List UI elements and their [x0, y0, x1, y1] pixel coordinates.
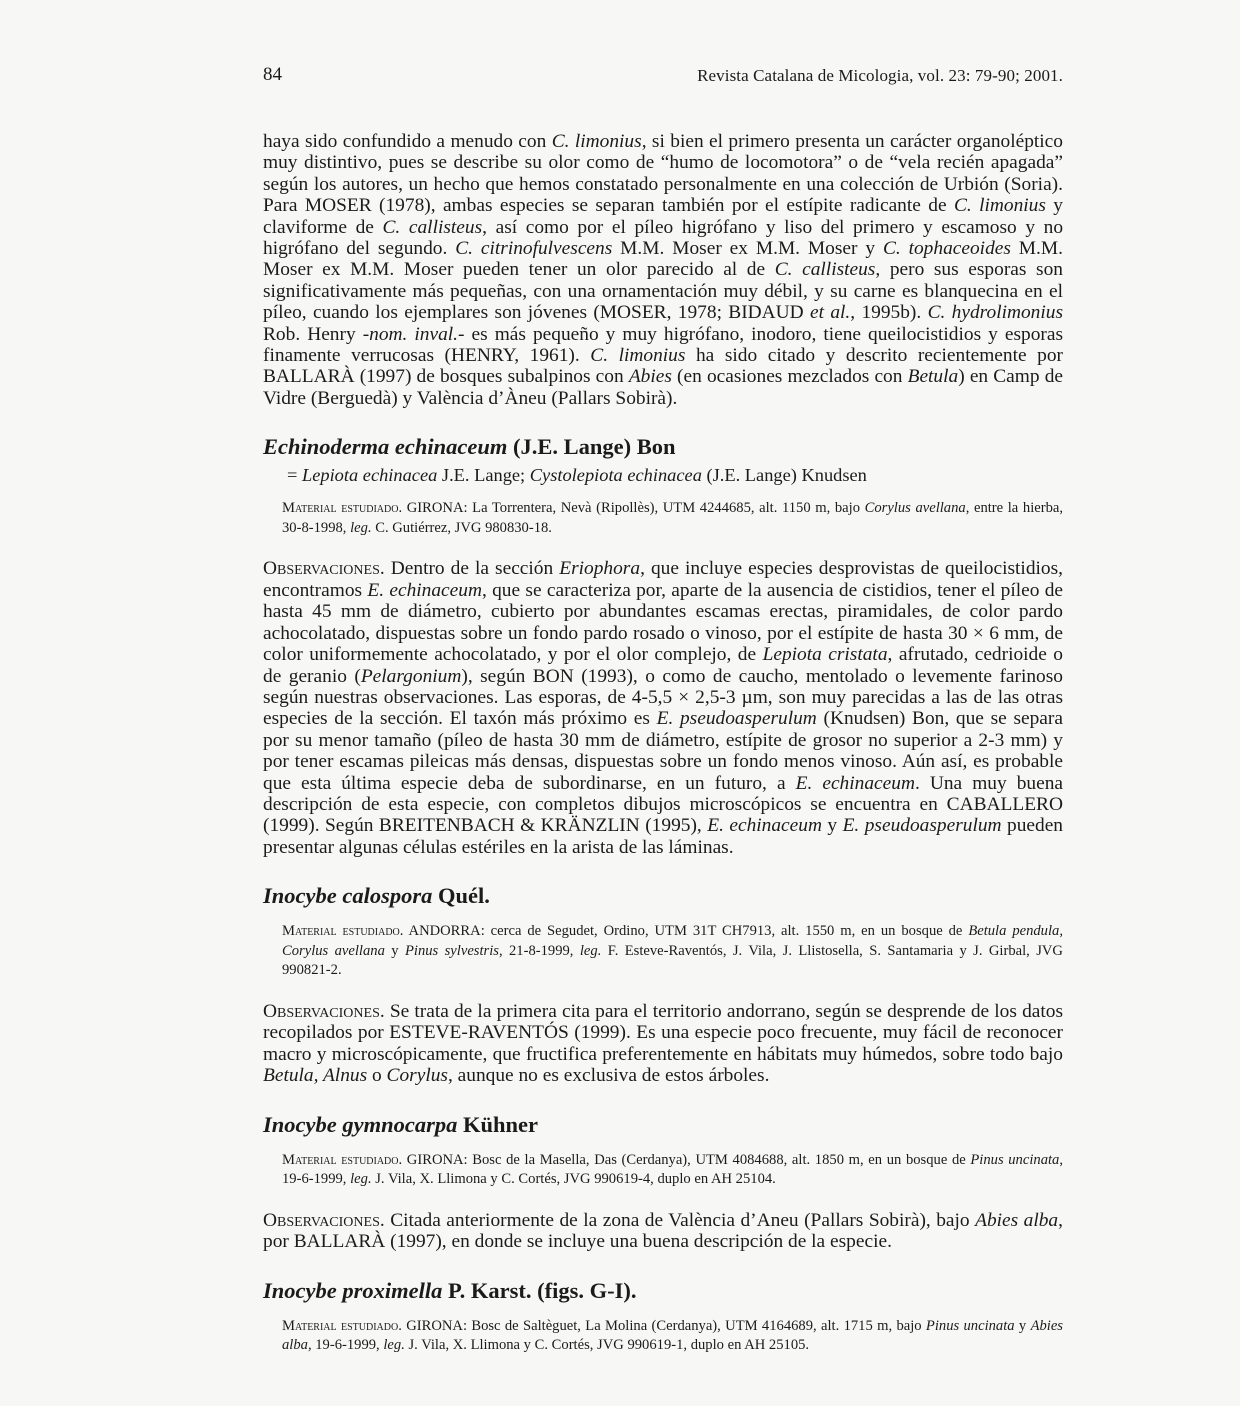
observations-echinoderma: Observaciones. Dentro de la sección Eriophora, que incluye especies desprovistas de queilocistidios, encontramos E. echinaceum, que se caracteriza por, aparte de la ausencia de cistidios, tener el píleo de hasta 45 mm de diámetro, cubierto por abundantes escamas erectas, piramidales, de color pardo achocolatado, dispuestas sobre un fondo pardo rosado o vinoso, por el estípite de hasta 30 × 6 mm, de color uniformemente achocolatado, y por el olor complejo, de Lepiota cristata, afrutado, cedrioide o de geranio (Pelargonium), según BON (1993), o como de caucho, mentolado o levemente farinoso según nuestras observaciones. Las esporas, de 4-5,5 × 2,5-3 µm, son muy parecidas a las de las otras especies de la sección. El taxón más próximo es E. pseudoasperulum (Knudsen) Bon, que se separa por su menor tamaño (píleo de hasta 30 mm de diámetro, estípite de grosor no superior a 2-3 mm) y por tener escamas pileicas más densas, dispuestas sobre un fondo menos vinoso. Aún así, es probable que esta última especie deba de subordinarse, en un futuro, a E. echinaceum. Una muy buena descripción de esta especie, con completos dibujos microscópicos se encuentra en CABALLERO (1999). Según BREITENBACH & KRÄNZLIN (1995), E. echinaceum y E. pseudoasperulum pueden presentar algunas células estériles en la arista de las láminas. [263, 558, 1064, 858]
material-studied-inocybe-gymnocarpa: Material estudiado. GIRONA: Bosc de la Masella, Das (Cerdanya), UTM 4084688, alt. 1850 m, en un bosque de Pinus uncinata, 19-6-1999, leg. J. Vila, X. Llimona y C. Cortés, JVG 990619-4, duplo en AH 25104. [282, 1151, 1063, 1188]
material-studied-inocybe-proximella: Material estudiado. GIRONA: Bosc de Saltèguet, La Molina (Cerdanya), UTM 4164689, alt. 1715 m, bajo Pinus uncinata y Abies alba, 19-6-1999, leg. J. Vila, X. Llimona y C. Cortés, JVG 990619-1, duplo en AH 25105. [282, 1317, 1063, 1354]
running-head-journal: Revista Catalana de Micologia, vol. 23: 79-90; 2001. [697, 66, 1063, 85]
page-number: 84 [263, 64, 282, 85]
species-heading-echinoderma: Echinoderma echinaceum (J.E. Lange) Bon [263, 434, 676, 460]
synonymy-line: = Lepiota echinacea J.E. Lange; Cystolepiota echinacea (J.E. Lange) Knudsen [287, 465, 867, 486]
material-studied-echinoderma: Material estudiado. GIRONA: La Torrentera, Nevà (Ripollès), UTM 4244685, alt. 1150 m, bajo Corylus avellana, entre la hierba, 30-8-1998, leg. C. Gutiérrez, JVG 980830-18. [282, 500, 1064, 536]
article-body [263, 131, 1063, 1356]
species-heading-inocybe-gymnocarpa: Inocybe gymnocarpa Kühner [263, 1111, 538, 1137]
species-heading-inocybe-calospora: Inocybe calospora Quél. [263, 883, 490, 909]
observations-inocybe-gymnocarpa: Observaciones. Citada anteriormente de la zona de València d’Aneu (Pallars Sobirà), bajo Abies alba, por BALLARÀ (1997), en donde se incluye una buena descripción de la especie. [263, 1209, 1063, 1253]
material-studied-inocybe-calospora: Material estudiado. ANDORRA: cerca de Segudet, Ordino, UTM 31T CH7913, alt. 1550 m, en un bosque de Betula pendula, Corylus avellana y Pinus sylvestris, 21-8-1999, leg. F. Esteve-Raventós, J. Vila, J. Llistosella, S. Santamaria y J. Girbal, JVG 990821-2. [282, 923, 1063, 979]
page-header [263, 64, 1063, 94]
intro-paragraph: haya sido confundido a menudo con C. limonius, si bien el primero presenta un carácter organoléptico muy distintivo, pues se describe su olor como de “humo de locomotora” o de “vela recién apagada” según los autores, un hecho que hemos constatado personalmente en una colección de Urbión (Soria). Para MOSER (1978), ambas especies se separan también por el estípite radicante de C. limonius y claviforme de C. callisteus, así como por el píleo higrófano y liso del primero y escamoso y no higrófano del segundo. C. citrinofulvescens M.M. Moser ex M.M. Moser y C. tophaceoides M.M. Moser ex M.M. Moser pueden tener un olor parecido al de C. callisteus, pero sus esporas son significativamente más pequeñas, con una ornamentación muy débil, y su carne es blanquecina en el píleo, cuando los ejemplares son jóvenes (MOSER, 1978; BIDAUD et al., 1995b). C. hydrolimonius Rob. Henry -nom. inval.- es más pequeño y muy higrófano, inodoro, tiene queilocistidios y esporas finamente verrucosas (HENRY, 1961). C. limonius ha sido citado y descrito recientemente por BALLARÀ (1997) de bosques subalpinos con Abies (en ocasiones mezclados con Betula) en Camp de Vidre (Berguedà) y València d’Àneu (Pallars Sobirà). [263, 131, 1064, 409]
species-heading-inocybe-proximella: Inocybe proximella P. Karst. (figs. G-I). [263, 1277, 637, 1303]
observations-inocybe-calospora: Observaciones. Se trata de la primera cita para el territorio andorrano, según se desprende de los datos recopilados por ESTEVE-RAVENTÓS (1999). Es una especie poco frecuente, muy fácil de reconocer macro y microscópicamente, que fructifica preferentemente en hábitats muy húmedos, sobre todo bajo Betula, Alnus o Corylus, aunque no es exclusiva de estos árboles. [263, 1000, 1063, 1087]
